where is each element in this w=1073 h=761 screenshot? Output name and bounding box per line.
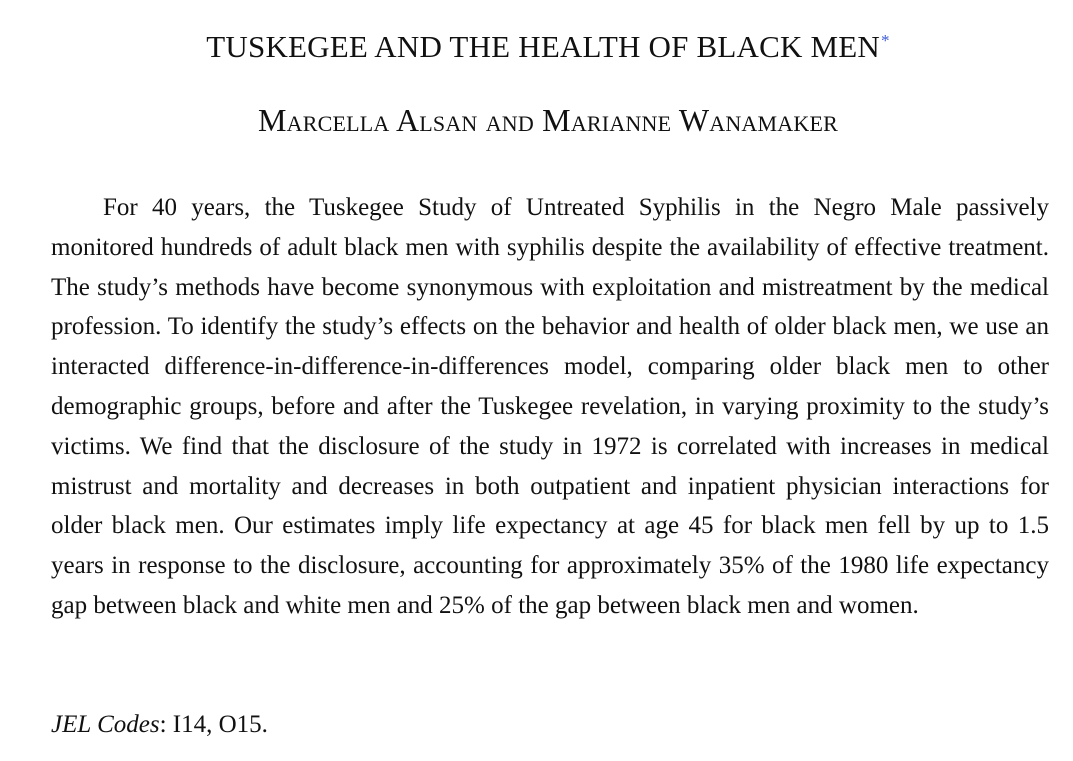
abstract-text: For 40 years, the Tuskegee Study of Untreated Syphilis in the Negro Male passively monitored hundreds of adult black men with syphilis despite the availability of effective treatment. The study’s methods have become synonymous with exploitation and mistreatment by the medical profession. To identify the study’s effects on the behavior and health of older black men, we use an interacted difference-in-difference-in-differences model, comparing older black men to other demographic groups, before and after the Tuskegee revelation, in varying proximity to the study’s victims. We find that the disclosure of the study in 1972 is correlated with increases in medical mistrust and mortality and decreases in both outpatient and inpatient physician interactions for older black men. Our estimates imply life expectancy at age 45 for black men fell by up to 1.5 years in response to the disclosure, accounting for approximately 35% of the 1980 life expectancy gap between black and white men and 25% of the gap between black men and women.	[51, 194, 1049, 619]
jel-codes-label: JEL Codes	[51, 711, 160, 738]
paper-title-text: TUSKEGEE AND THE HEALTH OF BLACK MEN	[206, 29, 880, 64]
jel-codes-values: : I14, O15.	[159, 711, 268, 738]
paper-title	[0, 27, 1073, 67]
jel-codes	[51, 705, 268, 745]
title-footnote-marker[interactable]: *	[881, 30, 890, 50]
paper-authors: Marcella Alsan and Marianne Wanamaker	[258, 102, 838, 138]
